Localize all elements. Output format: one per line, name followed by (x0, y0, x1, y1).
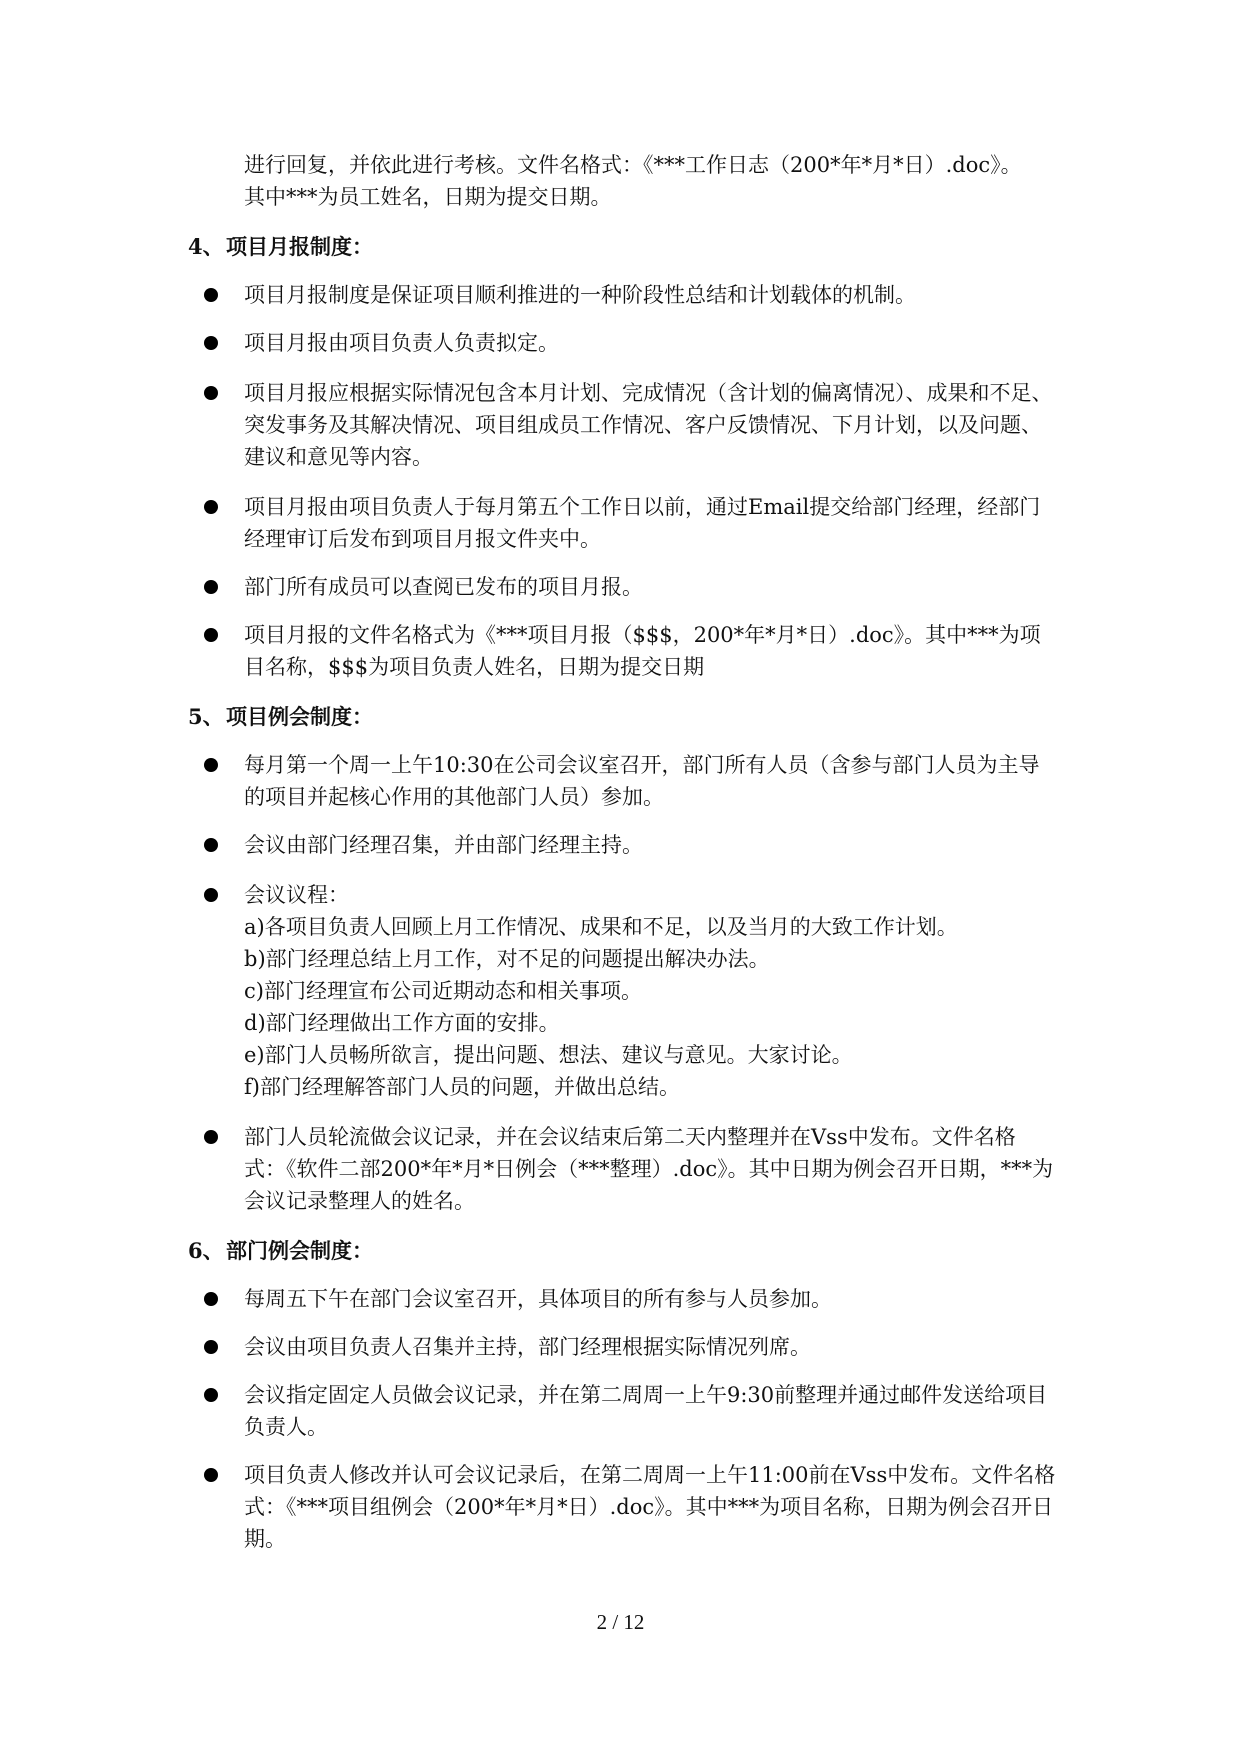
bullet-icon (204, 758, 218, 772)
section-6-item-1: 每周五下午在部门会议室召开，具体项目的所有参与人员参加。 (204, 1283, 1056, 1315)
intro-line-1: 进行回复，并依此进行考核。文件名格式：《***工作日志（200*年*月*日）.doc》。 (244, 153, 1022, 177)
agenda-item-a: a)各项目负责人回顾上月工作情况、成果和不足，以及当月的大致工作计划。 (244, 915, 958, 939)
section-5-number: 5、 (188, 704, 224, 729)
bullet-icon (204, 838, 218, 852)
agenda-item-f: f)部门经理解答部门人员的问题，并做出总结。 (244, 1075, 680, 1099)
bullet-icon (204, 888, 218, 902)
intro-paragraph (244, 149, 1054, 213)
section-6-title: 部门例会制度： (226, 1238, 373, 1263)
bullet-icon (204, 628, 218, 642)
section-4-heading (188, 231, 373, 263)
agenda-item-d: d)部门经理做出工作方面的安排。 (244, 1011, 560, 1035)
intro-line-2: 其中***为员工姓名，日期为提交日期。 (244, 185, 612, 209)
agenda-item-e: e)部门人员畅所欲言，提出问题、想法、建议与意见。大家讨论。 (244, 1043, 853, 1067)
section-6-item-2: 会议由项目负责人召集并主持，部门经理根据实际情况列席。 (204, 1331, 1056, 1363)
bullet-icon (204, 1388, 218, 1402)
section-4-title: 项目月报制度： (226, 234, 373, 259)
section-5-item-3 (204, 879, 1056, 1103)
section-5-title: 项目例会制度： (226, 704, 373, 729)
section-5-item-1: 每月第一个周一上午10:30在公司会议室召开，部门所有人员（含参与部门人员为主导的项目并起核心作用的其他部门人员）参加。 (204, 749, 1056, 813)
section-6-item-3: 会议指定固定人员做会议记录，并在第二周周一上午9:30前整理并通过邮件发送给项目负责人。 (204, 1379, 1056, 1443)
agenda-title: 会议议程： (244, 883, 349, 907)
section-5-item-2: 会议由部门经理召集，并由部门经理主持。 (204, 829, 1056, 861)
section-4-item-6: 项目月报的文件名格式为《***项目月报（$$$，200*年*月*日）.doc》。其中***为项目名称，$$$为项目负责人姓名，日期为提交日期 (204, 619, 1056, 683)
section-6-heading (188, 1235, 373, 1267)
bullet-icon (204, 500, 218, 514)
bullet-icon (204, 1468, 218, 1482)
bullet-icon (204, 1292, 218, 1306)
bullet-icon (204, 1130, 218, 1144)
agenda-item-c: c)部门经理宣布公司近期动态和相关事项。 (244, 979, 642, 1003)
section-4-item-2: 项目月报由项目负责人负责拟定。 (204, 327, 1056, 359)
bullet-icon (204, 386, 218, 400)
bullet-icon (204, 1340, 218, 1354)
bullet-icon (204, 580, 218, 594)
bullet-icon (204, 336, 218, 350)
agenda-item-b: b)部门经理总结上月工作，对不足的问题提出解决办法。 (244, 947, 770, 971)
section-5-heading (188, 701, 373, 733)
page-number: 2 / 12 (596, 1610, 645, 1634)
section-4-item-4: 项目月报由项目负责人于每月第五个工作日以前，通过Email提交给部门经理，经部门经理审订后发布到项目月报文件夹中。 (204, 491, 1056, 555)
section-4-number: 4、 (188, 234, 224, 259)
section-4-item-5: 部门所有成员可以查阅已发布的项目月报。 (204, 571, 1056, 603)
section-6-item-4: 项目负责人修改并认可会议记录后，在第二周周一上午11:00前在Vss中发布。文件名格式：《***项目组例会（200*年*月*日）.doc》。其中***为项目名称，日期为例会召开日期。 (204, 1459, 1056, 1555)
section-4-item-3: 项目月报应根据实际情况包含本月计划、完成情况（含计划的偏离情况）、成果和不足、突发事务及其解决情况、项目组成员工作情况、客户反馈情况、下月计划，以及问题、建议和意见等内容。 (204, 377, 1056, 473)
section-4-item-1: 项目月报制度是保证项目顺利推进的一种阶段性总结和计划载体的机制。 (204, 279, 1056, 311)
section-5-item-4: 部门人员轮流做会议记录，并在会议结束后第二天内整理并在Vss中发布。文件名格式：《软件二部200*年*月*日例会（***整理）.doc》。其中日期为例会召开日期，***为会议记录整理人的姓名。 (204, 1121, 1056, 1217)
section-6-number: 6、 (188, 1238, 224, 1263)
bullet-icon (204, 288, 218, 302)
